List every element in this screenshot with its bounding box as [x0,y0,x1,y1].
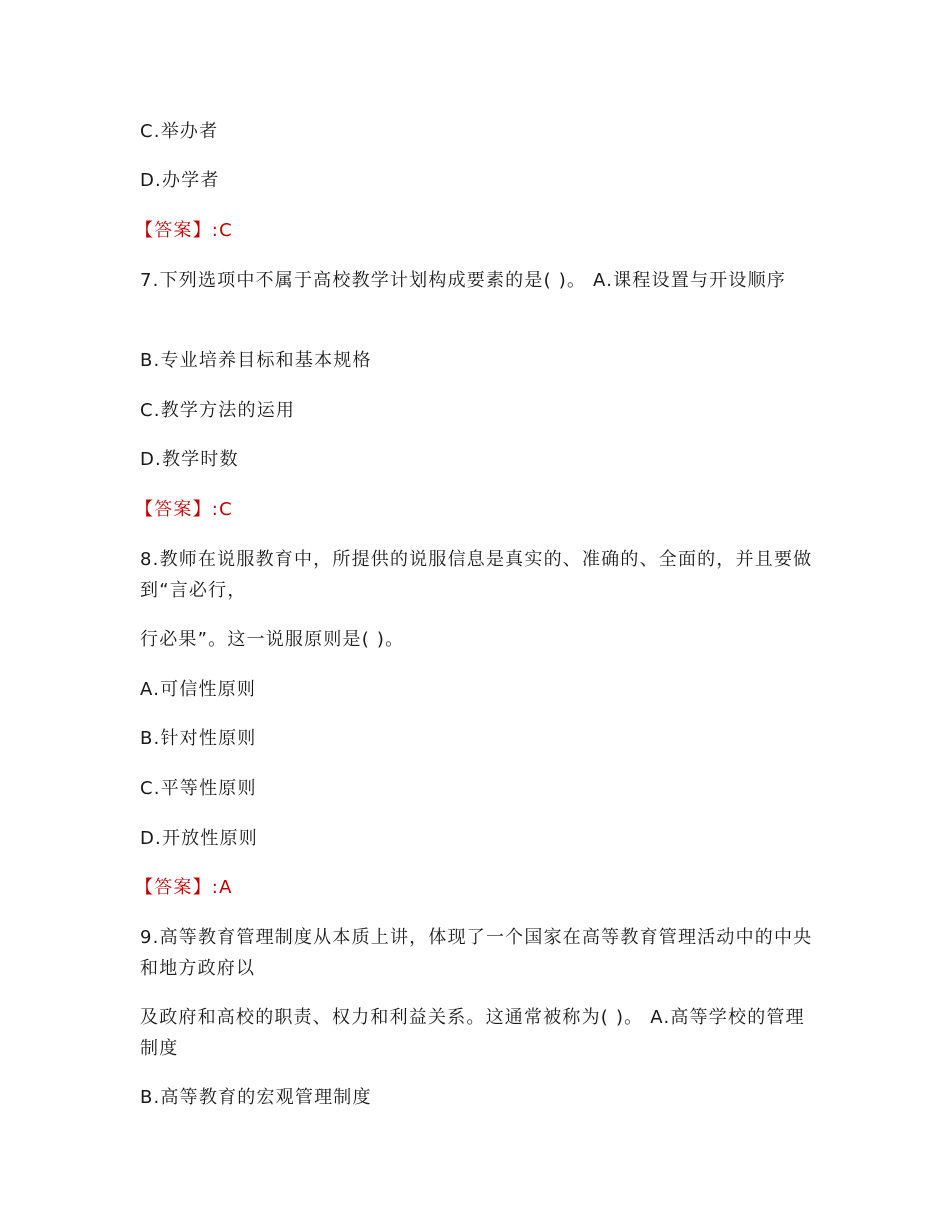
option-d-q8: D.开放性原则 [140,828,258,849]
question-9-part2: 及政府和高校的职责、权力和利益关系。这通常被称为( )。 A.高等学校的管理制度 [140,1007,805,1059]
question-9-part1: 9.高等教育管理制度从本质上讲，体现了一个国家在高等教育管理活动中的中央和地方政府以 [140,927,813,979]
answer-q6: 【答案】:C [135,220,233,241]
option-d-q6: D.办学者 [140,170,220,191]
option-b-q9: B.高等教育的宏观管理制度 [140,1087,372,1108]
answer-q8: 【答案】:A [135,877,233,898]
option-c-q6: C.举办者 [140,121,219,142]
question-8-part1: 8.教师在说服教育中，所提供的说服信息是真实的、准确的、全面的，并且要做到“言必行， [140,549,813,601]
question-7: 7.下列选项中不属于高校教学计划构成要素的是( )。 A.课程设置与开设顺序 [140,270,786,291]
option-b-q7: B.专业培养目标和基本规格 [140,350,372,371]
option-c-q8: C.平等性原则 [140,778,257,799]
question-8-part2: 行必果”。这一说服原则是( )。 [140,629,405,650]
option-a-q8: A.可信性原则 [140,679,257,700]
option-c-q7: C.教学方法的运用 [140,400,296,421]
answer-q7: 【答案】:C [135,499,233,520]
option-d-q7: D.教学时数 [140,449,239,470]
option-b-q8: B.针对性原则 [140,728,257,749]
